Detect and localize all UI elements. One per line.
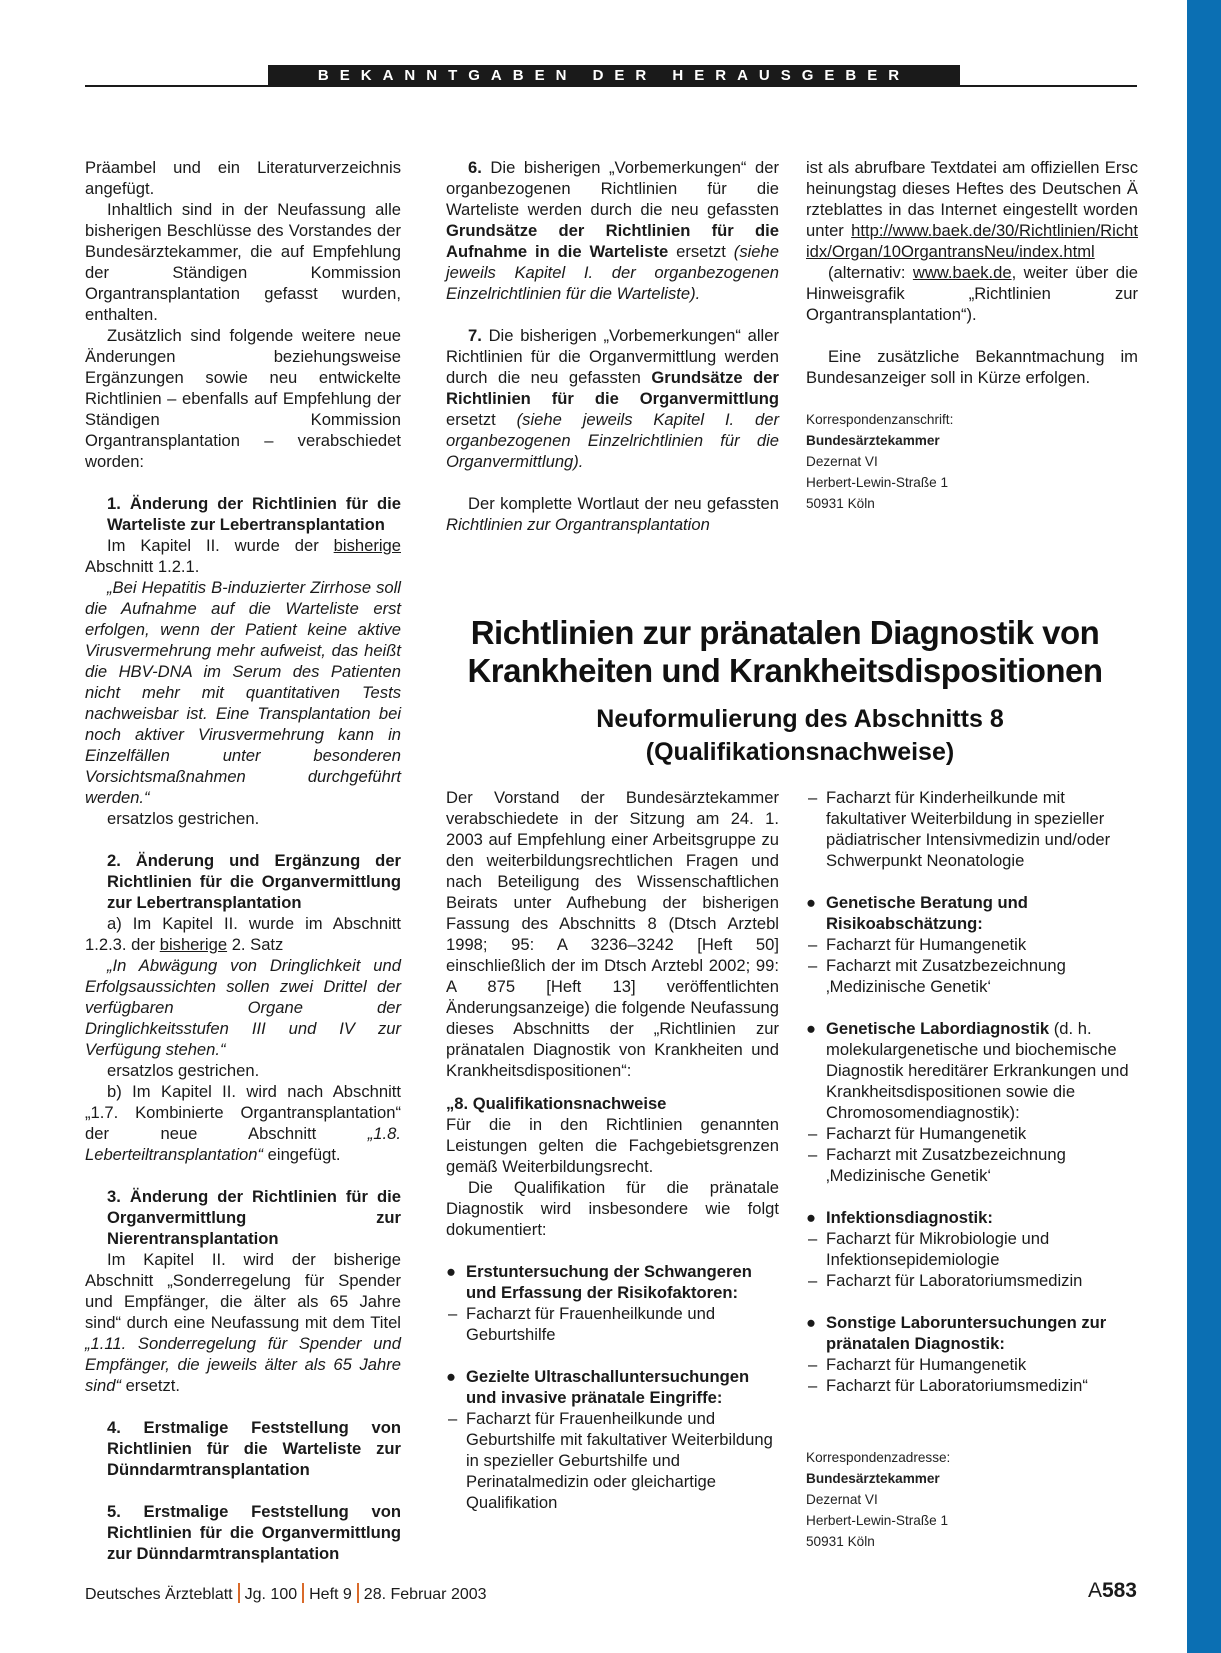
corr-org: Bundesärztekammer [806,433,940,448]
list-item: – Facharzt mit Zusatzbezeichnung ‚Medizinische Genetik‘ [808,956,1066,996]
corr-label: Korrespondenzadresse: [806,1450,951,1465]
section-heading-1: 1. Änderung der Richtlinien für die Warteliste zur Lebertransplantation [107,494,401,534]
paragraph: ersatzlos gestrichen. [107,809,260,828]
volume: Jg. 100 [244,1586,298,1603]
corr-org: Bundesärztekammer [806,1471,940,1486]
paragraph: a) Im Kapitel II. wurde im Abschnitt 1.2.3. der bisherige 2. Satz [85,914,401,954]
list-item: – Facharzt mit Zusatzbezeichnung ‚Medizinische Genetik‘ [808,1145,1066,1185]
website-link[interactable]: www.baek.de [912,263,1012,282]
list-item: ● Infektionsdiagnostik: [806,1208,993,1227]
internet-link[interactable]: http://www.baek.de/30/Richtlinien/Richtidx/Organ/10OrgantransNeu/index.html [806,221,1138,261]
paragraph: Der komplette Wortlaut der neu gefassten Richtlinien zur Organtransplantation [446,494,779,534]
subsection-heading: „8. Qualifikationsnachweise [446,1094,667,1113]
section-heading-4: 4. Erstmalige Feststellung von Richtlinien für die Warteliste zur Dünndarmtransplantation [107,1418,401,1479]
separator [302,1583,304,1603]
list-item: – Facharzt für Humangenetik [808,1355,1027,1374]
correspondence-block [806,409,1138,514]
paragraph: ersatzlos gestrichen. [107,1061,260,1080]
paragraph: 6. Die bisherigen „Vorbemerkungen“ der organbezogenen Richtlinien für die Warteliste werden durch die neu gefassten Grundsätze der Richtlinien für die Aufnahme in die Warteliste ersetzt (siehe jeweils Kapitel I. der organbezogenen Einzelrichtlinien für die Warteliste). [446,158,779,303]
list-item: – Facharzt für Humangenetik [808,935,1027,954]
bullet-icon: ● [446,1367,457,1386]
paragraph: Die Qualifikation für die pränatale Diagnostik wird insbesondere wie folgt dokumentiert: [446,1178,779,1239]
quote: „In Abwägung von Dringlichkeit und Erfolgsaussichten sollen zwei Drittel der verfügbaren Organe der Dringlichkeitsstufen III und IV zur Verfügung stehen.“ [85,956,401,1059]
paragraph: Im Kapitel II. wird der bisherige Abschnitt „Sonderregelung für Spender und Empfänger, die älter als 65 Jahre sind“ durch eine Neufassung mit dem Titel „1.11. Sonderregelung für Spender und Empfänger, die jeweils älter als 65 Jahre sind“ ersetzt. [85,1250,401,1395]
column-right-bottom [806,787,1138,1396]
list-item: – Facharzt für Frauenheilkunde und Geburtshilfe [448,1304,716,1344]
section-heading-2: 2. Änderung und Ergänzung der Richtlinien für die Organvermittlung zur Lebertransplantation [107,851,401,912]
bullet-icon: ● [446,1262,457,1281]
page-footer [85,1579,1137,1609]
column-left [85,157,401,1564]
paragraph: Im Kapitel II. wurde der bisherige Abschnitt 1.2.1. [85,536,401,576]
issue: Heft 9 [309,1586,352,1603]
corr-label: Korrespondenzanschrift: [806,412,954,427]
quote: „Bei Hepatitis B-induzierter Zirrhose soll die Aufnahme auf die Warteliste erst erfolgen, wenn der Patient keine aktive Virusvermehrung mehr aufweist, das heißt die HBV-DNA im Serum des Patienten nicht mehr mit quantitativen Tests nachweisbar ist. Eine Transplantation bei noch aktiver Virusvermehrung kann in Einzelfällen unter besonderen Vorsichtsmaßnahmen durchgeführt werden.“ [85,578,401,807]
header-rule [85,85,1137,87]
list-item: – Facharzt für Humangenetik [808,1124,1027,1143]
paragraph: Zusätzlich sind folgende weitere neue Änderungen beziehungsweise Ergänzungen sowie neu entwickelte Richtlinien – ebenfalls auf Empfehlung der Ständigen Kommission Organtransplantation – verabschiedet worden: [85,326,401,471]
separator [238,1583,240,1603]
issue-date: 28. Februar 2003 [363,1586,487,1603]
bullet-icon: ● [806,1313,817,1332]
list-item: – Facharzt für Mikrobiologie und Infektionsepidemiologie [808,1229,1050,1269]
list-item: ● Erstuntersuchung der Schwangeren und Erfassung der Risikofaktoren: [446,1262,752,1302]
column-middle-top [446,157,779,535]
section-heading-5: 5. Erstmalige Feststellung von Richtlinien für die Organvermittlung zur Dünndarmtransplantation [107,1502,401,1563]
paragraph: Eine zusätzliche Bekanntmachung im Bundesanzeiger soll in Kürze erfolgen. [806,347,1138,387]
column-middle-bottom [446,787,779,1513]
page-number: A583 [1087,1579,1137,1602]
paragraph: b) Im Kapitel II. wird nach Abschnitt „1.7. Kombinierte Organtransplantation“ der neue Abschnitt „1.8. Leberteiltransplantation“ eingefügt. [85,1082,401,1164]
paragraph: Der Vorstand der Bundesärztekammer verabschiedete in der Sitzung am 24. 1. 2003 auf Empfehlung einer Arbeitsgruppe zu den weiterbildungsrechtlichen Fragen und nach Beteiligung des Wissenschaftlichen Beirats unter Aufhebung der bisherigen Fassung des Abschnitts 8 (Dtsch Arztebl 1998; 95: A 3236–3242 [Heft 50] einschließlich der im Dtsch Arztebl 2002; 99: A 875 [Heft 13] veröffentlichten Änderungsanzeige) die folgende Neufassung dieses Abschnitts der „Richtlinien zur pränatalen Diagnostik von Krankheiten und Krankheitsdispositionen“: [446,788,779,1080]
article-subtitle: Neuformulierung des Abschnitts 8 (Qualifikationsnachweise) [596,705,1004,766]
corr-dept: Dezernat VI [806,1492,878,1507]
side-color-bar [1187,0,1221,1653]
corr-street: Herbert-Lewin-Straße 1 [806,475,949,490]
list-item: ● Genetische Labordiagnostik (d. h. molekulargenetische und biochemische Diagnostik hereditärer Erkrankungen und Krankheitsdispositionen sowie die Chromosomendiagnostik): [806,1019,1129,1122]
list-item: – Facharzt für Kinderheilkunde mit fakultativer Weiterbildung in spezieller pädiatrischer Intensivmedizin und/oder Schwerpunkt Neonatologie [808,788,1111,870]
bullet-icon: ● [806,1208,817,1227]
list-item: – Facharzt für Laboratoriumsmedizin [808,1271,1083,1290]
paragraph: Für die in den Richtlinien genannten Leistungen gelten die Fachgebietsgrenzen gemäß Weiterbildungsrecht. [446,1115,779,1176]
column-right-top [806,157,1138,514]
journal-name: Deutsches Ärzteblatt [85,1586,233,1603]
bullet-icon: ● [806,893,817,912]
list-item: ● Gezielte Ultraschalluntersuchungen und invasive pränatale Eingriffe: [446,1367,750,1407]
list-item: ● Sonstige Laboruntersuchungen zur pränatalen Diagnostik: [806,1313,1107,1353]
corr-city: 50931 Köln [806,496,875,511]
section-heading-3: 3. Änderung der Richtlinien für die Organvermittlung zur Nierentransplantation [107,1187,401,1248]
correspondence-block [806,1447,1138,1552]
bullet-icon: ● [806,1019,817,1038]
paragraph: (alternativ: www.baek.de, weiter über die Hinweisgrafik „Richtlinien zur Organtransplantation“). [806,263,1139,324]
list-item: – Facharzt für Laboratoriumsmedizin“ [808,1376,1088,1395]
corr-dept: Dezernat VI [806,454,878,469]
paragraph: 7. Die bisherigen „Vorbemerkungen“ aller Richtlinien für die Organvermittlung werden durch die neu gefassten Grundsätze der Richtlinien für die Organvermittlung ersetzt (siehe jeweils Kapitel I. der organbezogenen Einzelrichtlinien für die Organvermittlung). [446,326,779,471]
list-item: – Facharzt für Frauenheilkunde und Geburtshilfe mit fakultativer Weiterbildung in spezieller Geburtshilfe und Perinatalmedizin oder gleichartige Qualifikation [448,1409,773,1512]
paragraph: ist als abrufbare Textdatei am offiziellen Erscheinungstag dieses Heftes des Deutschen Ärzteblattes in das Internet eingestellt worden unter http://www.baek.de/30/Richtlinien/Richtidx/Organ/10OrgantransNeu/index.html [806,158,1138,261]
separator [357,1583,359,1603]
paragraph: Inhaltlich sind in der Neufassung alle bisherigen Beschlüsse des Vorstandes der Bundesärztekammer, die auf Empfehlung der Ständigen Kommission Organtransplantation gefasst wurden, enthalten. [85,200,401,324]
article-title: Richtlinien zur pränatalen Diagnostik von Krankheiten und Krankheitsdispositionen [467,614,1103,689]
corr-city: 50931 Köln [806,1534,875,1549]
paragraph: Präambel und ein Literaturverzeichnis angefügt. [85,158,401,198]
list-item: ● Genetische Beratung und Risikoabschätzung: [806,893,1028,933]
section-header-band: BEKANNTGABEN DER HERAUSGEBER [268,65,960,87]
corr-street: Herbert-Lewin-Straße 1 [806,1513,949,1528]
